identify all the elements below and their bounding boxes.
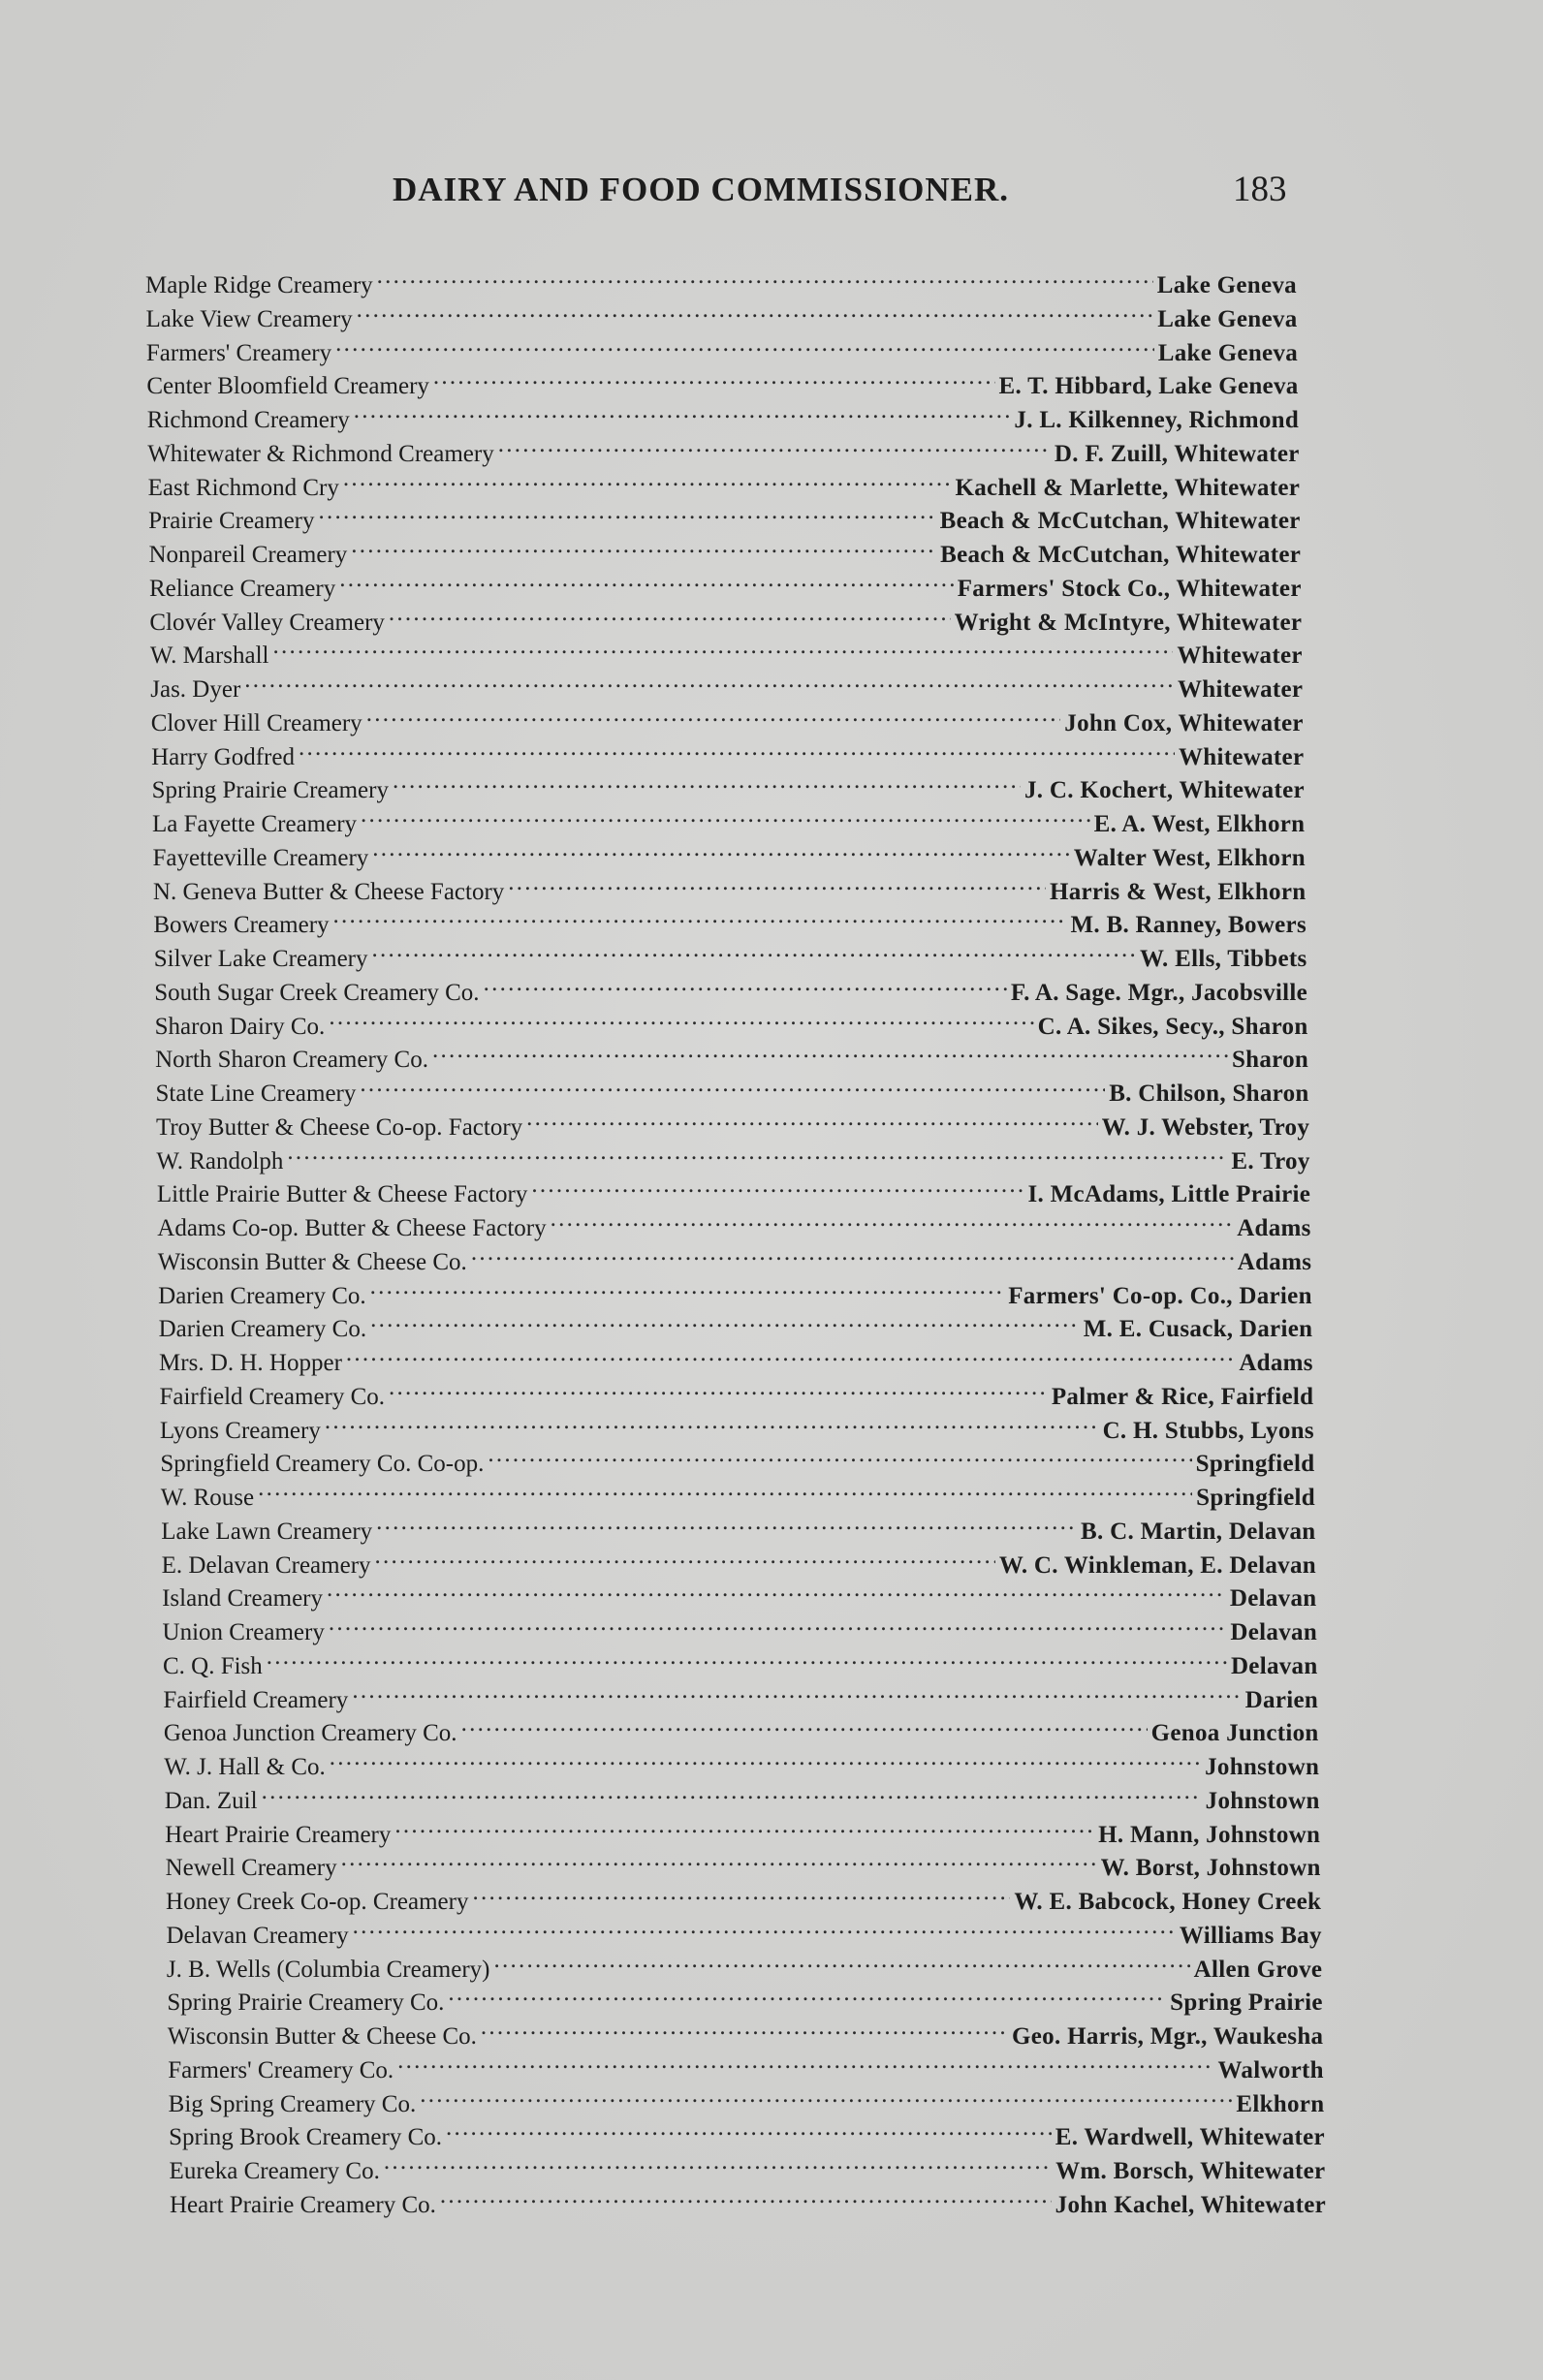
entry-location: Sharon [1231, 1047, 1309, 1074]
entry-location: Lake Geneva [1157, 305, 1298, 332]
dot-leader [333, 899, 1067, 932]
entry-name: Mrs. D. H. Hopper [159, 1350, 342, 1376]
list-item [150, 664, 1304, 703]
dot-leader [244, 664, 1174, 697]
list-item [159, 1405, 1314, 1444]
entry-name: Union Creamery [162, 1619, 325, 1645]
list-item [168, 2079, 1325, 2117]
list-item [169, 2112, 1325, 2151]
entry-location: Delavan [1230, 1619, 1318, 1645]
entry-location: Farmers' Stock Co., Whitewater [957, 575, 1302, 602]
entry-location: E. T. Hibbard, Lake Geneva [998, 373, 1299, 400]
list-item [151, 732, 1305, 770]
entry-location: B. Chilson, Sharon [1109, 1080, 1309, 1107]
dot-leader [389, 1371, 1048, 1404]
entry-location: Allen Grove [1193, 1956, 1323, 1983]
entry-location: Whitewater [1179, 743, 1305, 770]
dot-leader [360, 1068, 1105, 1101]
dot-leader [397, 2045, 1213, 2078]
list-item [155, 1102, 1310, 1141]
list-item [161, 1506, 1316, 1545]
entry-location: M. E. Cusack, Darien [1083, 1316, 1313, 1343]
list-item [153, 933, 1307, 972]
entry-name: Fairfield Creamery Co. [159, 1383, 386, 1410]
entry-location: Beach & McCutchan, Whitewater [940, 542, 1302, 568]
dot-leader [346, 1337, 1235, 1370]
list-item [161, 1540, 1316, 1579]
list-item [156, 1136, 1310, 1174]
list-item [152, 866, 1307, 905]
entry-location: I. McAdams, Little Prairie [1027, 1181, 1311, 1208]
entry-location: Springfield [1195, 1451, 1315, 1478]
list-item [153, 899, 1307, 939]
list-item [166, 1944, 1323, 1983]
list-item [155, 1068, 1309, 1107]
entry-location: Wright & McIntyre, Whitewater [954, 609, 1303, 636]
list-item [157, 1203, 1311, 1241]
list-item [154, 1001, 1308, 1040]
entry-location: Elkhorn [1236, 2090, 1325, 2117]
dot-leader [327, 1573, 1226, 1606]
dot-leader [481, 2011, 1008, 2044]
entry-location: Delavan [1229, 1585, 1317, 1613]
list-item [159, 1337, 1313, 1376]
entry-name: Springfield Creamery Co. Co-op. [160, 1451, 485, 1478]
list-item [145, 328, 1299, 366]
list-item [164, 1775, 1320, 1814]
dot-leader [433, 360, 995, 393]
entry-name: Farmers' Creamery [145, 339, 332, 366]
dot-leader [372, 933, 1137, 966]
dot-leader [335, 328, 1154, 360]
list-item [148, 529, 1302, 568]
dot-leader [484, 967, 1007, 1000]
dot-leader [494, 1944, 1190, 1977]
entry-name: Richmond Creamery [146, 407, 350, 433]
entry-location: Adams [1237, 1215, 1311, 1241]
entry-location: W. E. Babcock, Honey Creek [1014, 1889, 1322, 1915]
entry-location: D. F. Zuill, Whitewater [1054, 440, 1300, 467]
page-number: 183 [1233, 170, 1287, 209]
list-item [162, 1573, 1317, 1613]
entry-location: John Cox, Whitewater [1064, 709, 1304, 736]
entry-name: Darien Creamery Co. [158, 1282, 366, 1309]
list-item [162, 1641, 1318, 1679]
entry-location: B. C. Martin, Delavan [1081, 1518, 1316, 1545]
entry-name: Reliance Creamery [148, 575, 336, 602]
entry-name: Lake View Creamery [145, 305, 353, 332]
dot-leader [370, 1303, 1080, 1336]
entry-name: Maple Ridge Creamery [145, 272, 373, 298]
entry-name: Fayetteville Creamery [152, 844, 369, 871]
entry-name: Prairie Creamery [148, 508, 315, 535]
entry-location: Spring Prairie [1170, 1989, 1323, 2017]
list-item [166, 1910, 1322, 1949]
entry-name: Lake Lawn Creamery [161, 1518, 373, 1545]
list-item [159, 1371, 1314, 1410]
entry-name: Little Prairie Butter & Cheese Factory [156, 1181, 528, 1208]
entry-name: Big Spring Creamery Co. [168, 2090, 417, 2117]
entry-location: M. B. Ranney, Bowers [1070, 912, 1307, 939]
entry-name: Honey Creek Co-op. Creamery [166, 1889, 469, 1915]
entry-name: Island Creamery [162, 1585, 323, 1613]
list-item [148, 495, 1301, 535]
list-item [164, 1741, 1320, 1780]
list-item [149, 597, 1303, 636]
dot-leader [551, 1203, 1234, 1236]
entry-name: Adams Co-op. Butter & Cheese Factory [157, 1215, 547, 1241]
entry-name: Genoa Junction Creamery Co. [163, 1720, 457, 1747]
entry-name: C. Q. Fish [162, 1652, 263, 1679]
list-item [165, 1842, 1321, 1882]
entry-name: Dan. Zuil [164, 1787, 258, 1814]
dot-leader [299, 732, 1175, 765]
entry-location: E. Troy [1231, 1147, 1310, 1174]
list-item [163, 1707, 1319, 1747]
list-item [157, 1237, 1312, 1275]
entry-location: F. A. Sage. Mgr., Jacobsville [1010, 979, 1308, 1006]
entry-location: Lake Geneva [1157, 339, 1299, 366]
entry-location: Harris & West, Elkhorn [1049, 878, 1307, 905]
entry-location: W. J. Webster, Troy [1101, 1113, 1310, 1141]
entry-name: E. Delavan Creamery [161, 1551, 371, 1579]
page-header [0, 167, 1543, 215]
entry-location: Palmer & Rice, Fairfield [1051, 1383, 1314, 1410]
dot-leader [432, 1034, 1228, 1067]
entry-location: Genoa Junction [1150, 1720, 1319, 1747]
dot-leader [341, 1842, 1097, 1875]
dot-leader [472, 1876, 1010, 1909]
entry-name: J. B. Wells (Columbia Creamery) [166, 1956, 490, 1983]
entry-name: State Line Creamery [155, 1080, 357, 1107]
entry-location: C. H. Stubbs, Lyons [1102, 1417, 1314, 1444]
entry-name: Spring Brook Creamery Co. [169, 2124, 443, 2151]
list-item [150, 698, 1304, 736]
entry-name: W. J. Hall & Co. [164, 1754, 326, 1780]
entry-name: Jas. Dyer [150, 676, 241, 703]
entry-location: Darien [1244, 1686, 1319, 1713]
entry-name: Clovér Valley Creamery [149, 609, 385, 636]
entry-name: Newell Creamery [165, 1855, 337, 1882]
entry-location: Geo. Harris, Mgr., Waukesha [1012, 2023, 1324, 2050]
dot-leader [393, 765, 1021, 798]
list-item [146, 394, 1300, 433]
dot-leader [384, 2145, 1052, 2178]
entry-name: Wisconsin Butter & Cheese Co. [157, 1248, 467, 1275]
dot-leader [361, 799, 1090, 831]
entry-location: Johnstown [1205, 1787, 1320, 1814]
dot-leader [258, 1472, 1192, 1505]
dot-leader [343, 462, 952, 495]
entry-location: E. Wardwell, Whitewater [1055, 2124, 1325, 2151]
entry-location: J. C. Kochert, Whitewater [1023, 777, 1305, 804]
entry-name: Darien Creamery Co. [158, 1316, 367, 1343]
list-item [170, 2179, 1326, 2218]
entry-location: Lake Geneva [1156, 272, 1297, 298]
dot-leader [372, 832, 1070, 865]
entry-location: Beach & McCutchan, Whitewater [939, 508, 1301, 535]
list-item [169, 2145, 1326, 2184]
list-item [158, 1270, 1312, 1309]
dot-leader [329, 1607, 1227, 1640]
entry-name: Delavan Creamery [166, 1922, 349, 1949]
dot-leader [353, 1910, 1176, 1943]
entry-location: H. Mann, Johnstown [1098, 1821, 1321, 1848]
entry-location: Whitewater [1177, 642, 1303, 670]
entry-location: Adams [1237, 1248, 1312, 1275]
dot-leader [461, 1707, 1148, 1740]
entry-location: E. A. West, Elkhorn [1093, 811, 1306, 837]
entry-name: Eureka Creamery Co. [169, 2158, 380, 2184]
dot-leader [262, 1775, 1202, 1808]
list-item [149, 630, 1303, 670]
entry-name: Fairfield Creamery [163, 1686, 349, 1713]
entry-location: Adams [1239, 1350, 1313, 1376]
list-item [166, 1876, 1322, 1915]
dot-leader [329, 1001, 1033, 1034]
entry-location: Walworth [1217, 2056, 1324, 2083]
list-item [155, 1034, 1309, 1074]
entry-name: Heart Prairie Creamery Co. [170, 2191, 436, 2218]
dot-leader [357, 294, 1154, 327]
list-item [147, 462, 1301, 501]
dot-leader [375, 1540, 995, 1573]
dot-leader [272, 630, 1173, 663]
dot-leader [330, 1741, 1201, 1774]
list-item [158, 1303, 1313, 1343]
entry-name: Spring Prairie Creamery [151, 777, 389, 804]
entry-location: Johnstown [1205, 1754, 1320, 1780]
list-item [165, 1809, 1321, 1848]
entry-name: W. Marshall [149, 642, 269, 670]
entry-location: C. A. Sikes, Secy., Sharon [1037, 1013, 1308, 1040]
dot-leader [366, 698, 1061, 731]
entry-location: Farmers' Co-op. Co., Darien [1008, 1282, 1312, 1309]
entry-location: Whitewater [1177, 676, 1304, 703]
dot-leader [394, 1809, 1094, 1842]
entry-name: South Sugar Creek Creamery Co. [154, 979, 480, 1006]
dot-leader [531, 1169, 1023, 1202]
dot-leader [440, 2179, 1052, 2212]
list-item [167, 2011, 1324, 2050]
dot-leader [287, 1136, 1227, 1169]
list-item [162, 1607, 1318, 1645]
dot-leader [389, 597, 951, 630]
entry-location: J. L. Kilkenney, Richmond [1014, 407, 1300, 433]
list-item [167, 1977, 1323, 2017]
dot-leader [352, 1675, 1241, 1707]
entry-name: Whitewater & Richmond Creamery [147, 440, 494, 467]
dot-leader [370, 1270, 1005, 1303]
entry-location: John Kachel, Whitewater [1055, 2191, 1326, 2218]
entry-location: Walter West, Elkhorn [1073, 844, 1306, 871]
entry-name: Lyons Creamery [159, 1417, 321, 1444]
list-item [147, 428, 1300, 467]
entry-name: Silver Lake Creamery [153, 946, 368, 972]
dot-leader [448, 1977, 1166, 2010]
dot-leader [339, 563, 954, 596]
entry-name: Harry Godfred [151, 743, 295, 770]
dot-leader [376, 1506, 1077, 1539]
entry-name: Nonpareil Creamery [148, 542, 348, 568]
entry-location: Williams Bay [1179, 1922, 1322, 1949]
dot-leader [319, 495, 936, 528]
entry-location: W. Borst, Johnstown [1100, 1855, 1321, 1882]
entry-location: Wm. Borsch, Whitewater [1055, 2158, 1326, 2184]
entry-name: East Richmond Cry [147, 474, 339, 501]
list-item [160, 1472, 1315, 1511]
dot-leader [325, 1405, 1099, 1438]
entry-name: Heart Prairie Creamery [165, 1821, 392, 1848]
entry-location: Delavan [1230, 1652, 1318, 1679]
dot-leader [471, 1237, 1234, 1269]
list-item [145, 260, 1297, 298]
creamery-list [0, 260, 1543, 2218]
list-item [163, 1675, 1319, 1713]
list-item [152, 799, 1306, 837]
entry-location: W. C. Winkleman, E. Delavan [998, 1551, 1316, 1579]
entry-name: Sharon Dairy Co. [154, 1013, 326, 1040]
entry-name: Clover Hill Creamery [150, 709, 362, 736]
entry-name: La Fayette Creamery [152, 811, 358, 837]
entry-name: Bowers Creamery [153, 912, 330, 939]
entry-name: Troy Butter & Cheese Co-op. Factory [155, 1113, 523, 1141]
list-item [151, 765, 1305, 804]
list-item [145, 294, 1298, 332]
entry-name: Center Bloomfield Creamery [146, 373, 429, 400]
entry-name: Farmers' Creamery Co. [168, 2056, 394, 2083]
list-item [154, 967, 1308, 1006]
running-title: DAIRY AND FOOD COMMISSIONER. [393, 171, 1010, 208]
dot-leader [377, 260, 1153, 293]
dot-leader [351, 529, 936, 562]
dot-leader [446, 2112, 1052, 2145]
dot-leader [420, 2079, 1232, 2112]
dot-leader [488, 1438, 1191, 1471]
entry-location: Springfield [1196, 1485, 1315, 1511]
dot-leader [498, 428, 1051, 461]
entry-name: N. Geneva Butter & Cheese Factory [152, 878, 505, 905]
dot-leader [267, 1641, 1227, 1674]
entry-name: W. Rouse [160, 1485, 255, 1511]
dot-leader [508, 866, 1046, 899]
entry-location: W. Ells, Tibbets [1140, 946, 1307, 972]
list-item [152, 832, 1306, 871]
entry-location: Kachell & Marlette, Whitewater [955, 474, 1301, 501]
entry-name: Spring Prairie Creamery Co. [167, 1989, 445, 2017]
list-item [168, 2045, 1324, 2083]
dot-leader [526, 1102, 1097, 1135]
dot-leader [354, 394, 1011, 427]
entry-name: Wisconsin Butter & Cheese Co. [167, 2023, 477, 2050]
list-item [156, 1169, 1311, 1208]
entry-name: North Sharon Creamery Co. [155, 1047, 428, 1074]
entry-name: W. Randolph [156, 1147, 284, 1174]
list-item [148, 563, 1302, 602]
list-item [146, 360, 1299, 400]
list-item [160, 1438, 1315, 1478]
